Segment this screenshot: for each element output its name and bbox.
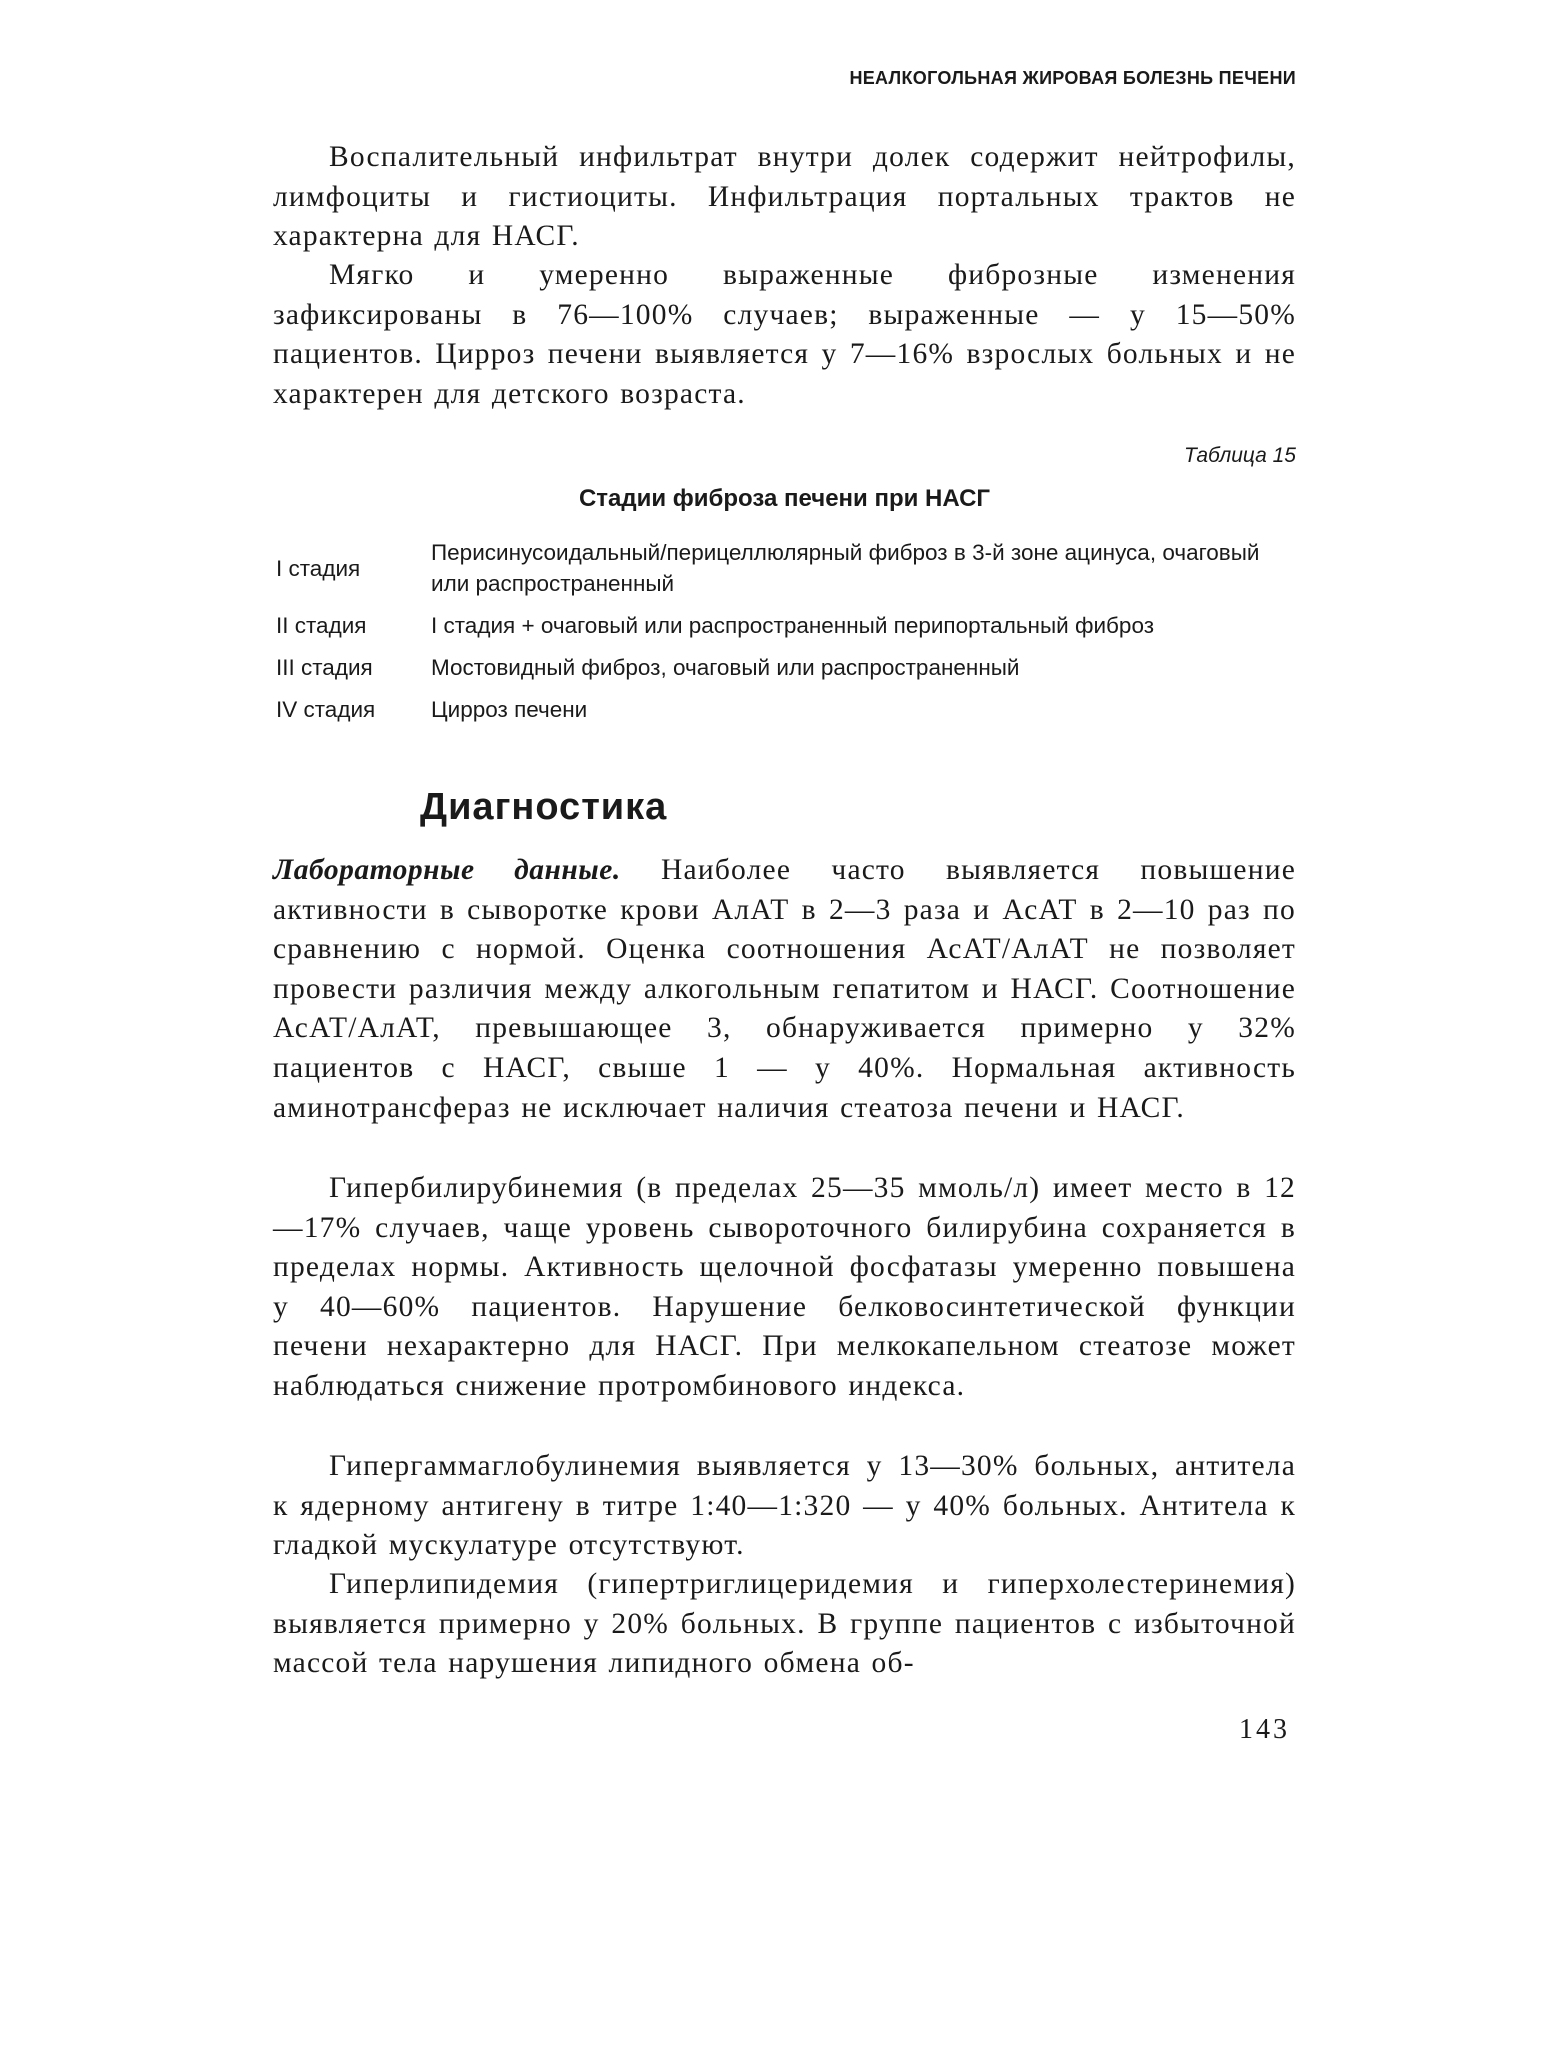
lab-lead: Лабораторные данные. (273, 854, 621, 886)
paragraph-text: Воспалительный инфильтрат внутри долек содержит нейтрофилы, лимфоциты и гистиоциты. Инфильтрация портальных трактов не характерна для НАСГ. (273, 141, 1296, 253)
paragraph-text: Мягко и умеренно выраженные фиброзные изменения зафиксированы в 76—100% случаев; выраженные — у 15—50% пациентов. Цирроз печени выявляется у 7—16% взрослых больных и не характерен для детского возраста. (273, 259, 1296, 410)
stage-description: Перисинусоидальный/перицеллюлярный фиброз в 3-й зоне ацинуса, очаговый или распространенный (431, 540, 1260, 596)
paragraph-text: Гипергаммаглобулинемия выявляется у 13—30% больных, антитела к ядерному антигену в титре 1:40—1:320 — у 40% больных. Антитела к гладкой мускулатуре отсутствуют. (273, 1450, 1296, 1562)
table-row (276, 610, 1296, 652)
paragraph-text: Гипербилирубинемия (в пределах 25—35 ммоль/л) имеет место в 12—17% случаев, чаще уровень сывороточного билирубина сохраняется в пределах нормы. Активность щелочной фосфатазы умеренно повышена у 40—60% пациентов. Нарушение белковосинтетической функции печени нехарактерно для НАСГ. При мелкокапельном стеатозе может наблюдаться снижение протромбинового индекса. (273, 1172, 1296, 1402)
stage-description: Мостовидный фиброз, очаговый или распространенный (431, 655, 1020, 680)
table-row (276, 652, 1296, 694)
paragraph-fibrosis (273, 256, 1296, 414)
table-number: Таблица 15 (1183, 444, 1296, 467)
table-row (276, 537, 1296, 610)
stage-label: III стадия (276, 655, 373, 680)
section-heading: Диагностика (420, 786, 668, 828)
paragraph-gammaglobulin (273, 1447, 1296, 1566)
paragraph-lipids (273, 1565, 1296, 1684)
table-row (276, 694, 1296, 736)
stage-label: II стадия (276, 613, 367, 638)
running-head: НЕАЛКОГОЛЬНАЯ ЖИРОВАЯ БОЛЕЗНЬ ПЕЧЕНИ (849, 68, 1296, 88)
stage-description: Цирроз печени (431, 697, 588, 722)
paragraph-bilirubin (273, 1169, 1296, 1407)
paragraph-lab-data (273, 851, 1296, 1128)
fibrosis-stages-table (276, 537, 1296, 736)
stage-label: I стадия (276, 555, 361, 581)
stage-label: IV стадия (276, 697, 376, 722)
paragraph-text: Гиперлипидемия (гипертриглицеридемия и гиперхолестеринемия) выявляется примерно у 20% больных. В группе пациентов с избыточной массой тела нарушения липидного обмена об- (273, 1568, 1296, 1680)
table-title: Стадии фиброза печени при НАСГ (578, 485, 991, 512)
stage-description: I стадия + очаговый или распространенный перипортальный фиброз (431, 613, 1155, 638)
paragraph-text (273, 851, 1296, 1128)
page-number: 143 (1239, 1714, 1290, 1745)
lab-text: Наиболее часто выявляется повышение активности в сыворотке крови АлАТ в 2—3 раза и АсАТ в 2—10 раз по сравнению с нормой. Оценка соотношения АсАТ/АлАТ не позволяет провести различия между алкогольным гепатитом и НАСГ. Соотношение АсАТ/АлАТ, превышающее 3, обнаруживается примерно у 32% пациентов с НАСГ, свыше 1 — у 40%. Нормальная активность аминотрансфераз не исключает наличия стеатоза печени и НАСГ. (273, 854, 1296, 1124)
paragraph-infiltrate (273, 138, 1296, 257)
